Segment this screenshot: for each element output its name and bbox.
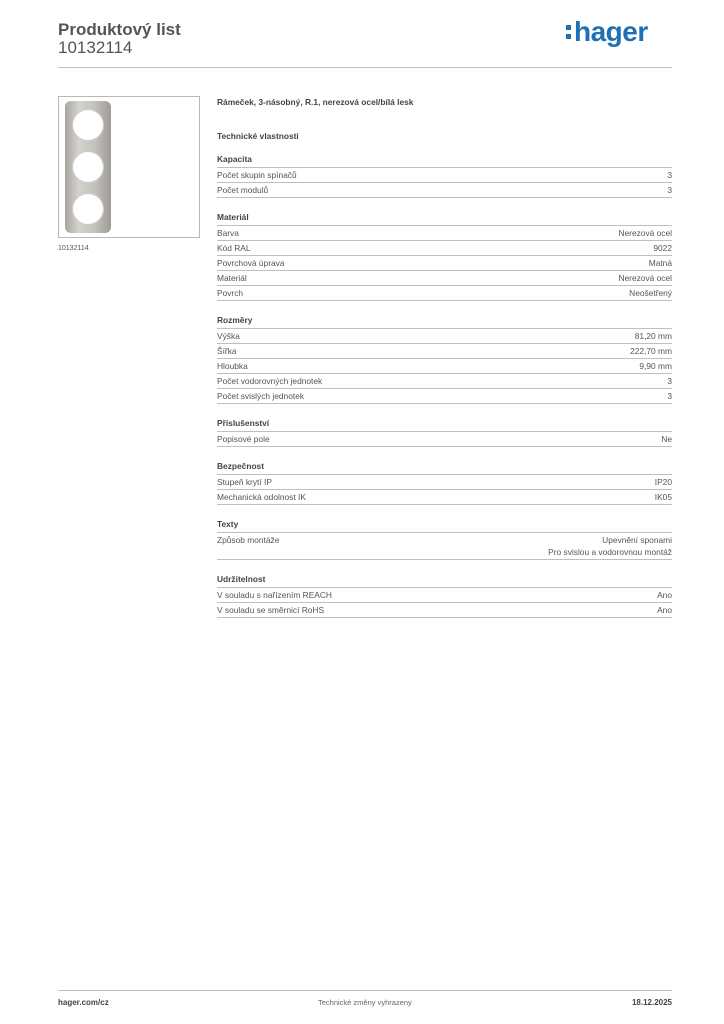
spec-label: V souladu se směrnicí RoHS bbox=[217, 605, 325, 615]
spec-value-line: Ne bbox=[661, 434, 672, 444]
spec-value bbox=[630, 345, 672, 357]
spec-value-line: Upevnění sponami bbox=[602, 535, 672, 545]
spec-value-line: Neošetřený bbox=[629, 288, 672, 298]
spec-section bbox=[217, 461, 672, 505]
spec-label: Počet modulů bbox=[217, 185, 269, 195]
spec-value-line: 9022 bbox=[653, 243, 672, 253]
section-title: Bezpečnost bbox=[217, 461, 672, 475]
section-title: Udržitelnost bbox=[217, 574, 672, 588]
page-title: Produktový list bbox=[58, 20, 181, 39]
spec-row bbox=[217, 374, 672, 389]
spec-value-line: Nerezová ocel bbox=[618, 228, 672, 238]
spec-value-line: 3 bbox=[667, 376, 672, 386]
logo-dots-icon bbox=[566, 25, 571, 39]
header-divider bbox=[58, 67, 672, 68]
spec-value bbox=[655, 476, 672, 488]
spec-value-line: Ano bbox=[657, 590, 672, 600]
spec-row bbox=[217, 359, 672, 374]
section-title: Texty bbox=[217, 519, 672, 533]
spec-label: Povrchová úprava bbox=[217, 258, 285, 268]
spec-value bbox=[655, 491, 672, 503]
footer-date: 18.12.2025 bbox=[631, 998, 672, 1007]
spec-row bbox=[217, 603, 672, 618]
spec-row bbox=[217, 475, 672, 490]
spec-value-line: 3 bbox=[667, 170, 672, 180]
spec-value-line: IK05 bbox=[654, 492, 672, 502]
spec-value bbox=[667, 169, 672, 181]
spec-row bbox=[217, 241, 672, 256]
product-image bbox=[58, 96, 200, 238]
spec-value bbox=[635, 330, 672, 342]
section-title: Materiál bbox=[217, 212, 672, 226]
spec-label: Materiál bbox=[217, 273, 247, 283]
spec-value-line: 81,20 mm bbox=[634, 331, 672, 341]
spec-value-line: 3 bbox=[667, 391, 672, 401]
footer-divider bbox=[58, 990, 672, 991]
spec-value-line: 9,90 mm bbox=[639, 361, 672, 371]
spec-sections bbox=[217, 154, 672, 618]
spec-row bbox=[217, 344, 672, 359]
hager-logo bbox=[566, 16, 648, 48]
section-title: Kapacita bbox=[217, 154, 672, 168]
spec-label: Popisové pole bbox=[217, 434, 270, 444]
spec-value bbox=[667, 390, 672, 402]
spec-section bbox=[217, 574, 672, 618]
spec-value-line: Pro svislou a vodorovnou montáž bbox=[548, 547, 672, 557]
spec-value bbox=[629, 287, 672, 299]
spec-row bbox=[217, 533, 672, 560]
spec-value bbox=[649, 257, 672, 269]
spec-value bbox=[661, 433, 672, 445]
footer-website: hager.com/cz bbox=[58, 998, 109, 1007]
spec-value bbox=[618, 272, 672, 284]
spec-row bbox=[217, 490, 672, 505]
spec-section bbox=[217, 212, 672, 301]
spec-row bbox=[217, 183, 672, 198]
spec-value-line: 222,70 mm bbox=[630, 346, 672, 356]
section-title: Rozměry bbox=[217, 315, 672, 329]
spec-label: Výška bbox=[217, 331, 240, 341]
spec-label: Kód RAL bbox=[217, 243, 251, 253]
spec-label: Počet svislých jednotek bbox=[217, 391, 305, 401]
spec-value bbox=[667, 375, 672, 387]
spec-label: Stupeň krytí IP bbox=[217, 477, 272, 487]
spec-section bbox=[217, 519, 672, 560]
spec-label: Počet skupin spínačů bbox=[217, 170, 297, 180]
spec-value bbox=[657, 589, 672, 601]
spec-row bbox=[217, 329, 672, 344]
spec-label: Šířka bbox=[217, 346, 237, 356]
spec-label: Barva bbox=[217, 228, 239, 238]
spec-section bbox=[217, 154, 672, 198]
spec-value-line: 3 bbox=[667, 185, 672, 195]
spec-value bbox=[639, 360, 672, 372]
spec-value bbox=[618, 227, 672, 239]
spec-row bbox=[217, 256, 672, 271]
frame-opening bbox=[72, 193, 104, 225]
image-caption: 10132114 bbox=[58, 245, 89, 252]
tech-properties-title: Technické vlastnosti bbox=[217, 131, 299, 141]
spec-section bbox=[217, 418, 672, 447]
spec-value-line: IP20 bbox=[654, 477, 672, 487]
spec-value-line: Nerezová ocel bbox=[618, 273, 672, 283]
footer-note: Technické změny vyhrazeny bbox=[318, 998, 412, 1007]
spec-label: Počet vodorovných jednotek bbox=[217, 376, 323, 386]
logo-text: hager bbox=[574, 16, 648, 47]
spec-row bbox=[217, 286, 672, 301]
frame-opening bbox=[72, 151, 104, 183]
spec-value-line: Matná bbox=[648, 258, 672, 268]
spec-row bbox=[217, 432, 672, 447]
section-title: Příslušenství bbox=[217, 418, 672, 432]
spec-value-line: Ano bbox=[657, 605, 672, 615]
spec-row bbox=[217, 271, 672, 286]
spec-label: V souladu s nařízením REACH bbox=[217, 590, 332, 600]
spec-content bbox=[217, 96, 672, 618]
spec-row bbox=[217, 588, 672, 603]
spec-section bbox=[217, 315, 672, 404]
spec-row bbox=[217, 168, 672, 183]
spec-row bbox=[217, 226, 672, 241]
spec-value bbox=[657, 604, 672, 616]
product-number: 10132114 bbox=[58, 38, 133, 57]
frame-opening bbox=[72, 109, 104, 141]
spec-label: Mechanická odolnost IK bbox=[217, 492, 306, 502]
spec-value bbox=[548, 534, 672, 558]
spec-label: Způsob montáže bbox=[217, 535, 280, 545]
spec-row bbox=[217, 389, 672, 404]
frame-plate bbox=[65, 101, 111, 233]
spec-value bbox=[653, 242, 672, 254]
product-description: Rámeček, 3-násobný, R.1, nerezová ocel/bílá lesk bbox=[217, 97, 414, 107]
spec-value bbox=[667, 184, 672, 196]
spec-label: Povrch bbox=[217, 288, 244, 298]
spec-label: Hloubka bbox=[217, 361, 248, 371]
